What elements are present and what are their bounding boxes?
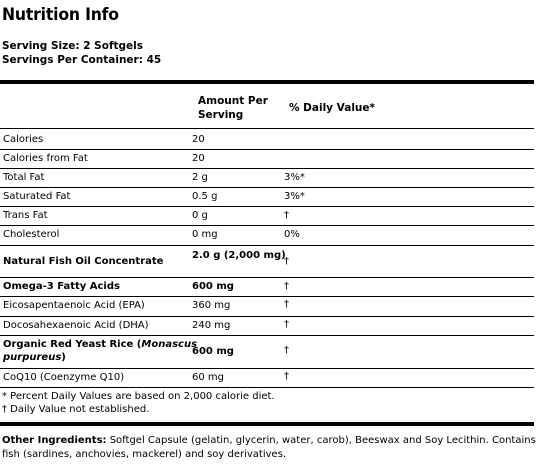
row-name: Trans Fat: [3, 210, 48, 221]
row-amount: 600 mg: [192, 281, 234, 292]
row-dv: †: [284, 319, 289, 330]
row-amount: 20: [192, 134, 205, 145]
bottom-thick-rule: [0, 422, 534, 426]
table-row: [0, 369, 534, 388]
row-dv: †: [284, 210, 289, 221]
table-row: [0, 226, 534, 246]
table-row: [0, 207, 534, 226]
row-name: Saturated Fat: [3, 191, 71, 202]
row-amount: 20: [192, 153, 205, 164]
table-row: [0, 278, 534, 297]
other-ingredients: [2, 434, 547, 462]
row-name-part2: ): [61, 352, 66, 363]
table-row: [0, 129, 534, 150]
table-row: [0, 336, 534, 369]
other-ingredients-label: Other Ingredients:: [2, 435, 107, 446]
row-amount: 360 mg: [192, 300, 231, 311]
footnote-daily-values: * Percent Daily Values are based on 2,000 calorie diet.: [2, 391, 275, 402]
row-name-part1: Organic Red Yeast Rice (: [3, 339, 142, 350]
row-name: Natural Fish Oil Concentrate: [3, 256, 164, 267]
row-name-italic2: purpureus: [3, 352, 62, 363]
row-dv: †: [284, 299, 289, 310]
row-name: Calories: [3, 134, 44, 145]
table-row: [0, 169, 534, 188]
row-dv: 3%*: [284, 172, 305, 183]
table-row: [0, 246, 534, 278]
footnote-not-established: † Daily Value not established.: [2, 404, 150, 415]
table-row: [0, 297, 534, 317]
row-dv: 0%: [284, 229, 300, 240]
row-name: [3, 338, 197, 364]
other-ingredients-text: Softgel Capsule (gelatin, glycerin, water, carob), Beeswax and Soy Lecithin. Contains fish (sardines, anchovies, mackerel) and soy derivatives.: [2, 435, 536, 460]
row-amount: 240 mg: [192, 320, 231, 331]
row-name: CoQ10 (Coenzyme Q10): [3, 372, 125, 383]
table-row: [0, 317, 534, 336]
row-dv: 3%*: [284, 191, 305, 202]
row-name: Omega-3 Fatty Acids: [3, 281, 120, 292]
row-amount: 600 mg: [192, 346, 234, 357]
daily-value-header: % Daily Value*: [289, 102, 375, 114]
serving-size: Serving Size: 2 Softgels: [2, 40, 144, 52]
row-amount: 2.0 g (2,000 mg): [192, 250, 286, 261]
row-name: Total Fat: [3, 172, 45, 183]
row-dv: †: [284, 345, 289, 356]
table-row: [0, 188, 534, 207]
top-thick-rule: [0, 80, 534, 84]
row-amount: 2 g: [192, 172, 208, 183]
row-dv: †: [284, 371, 289, 382]
row-amount: 0 mg: [192, 229, 218, 240]
row-amount: 0.5 g: [192, 191, 218, 202]
row-dv: †: [284, 256, 289, 267]
amount-header-line2: Serving: [198, 109, 244, 121]
row-amount: 0 g: [192, 210, 208, 221]
amount-header-line1: Amount Per: [198, 95, 268, 107]
page-title: Nutrition Info: [2, 5, 119, 25]
amount-per-serving-header: [198, 94, 268, 122]
row-name: Eicosapentaenoic Acid (EPA): [3, 300, 145, 311]
table-row: [0, 150, 534, 169]
servings-per-container: Servings Per Container: 45: [2, 54, 162, 66]
row-name-italic1: Monascus: [141, 339, 198, 350]
row-amount: 60 mg: [192, 372, 224, 383]
row-dv: †: [284, 281, 289, 292]
row-name: Calories from Fat: [3, 153, 88, 164]
row-name: Docosahexaenoic Acid (DHA): [3, 320, 149, 331]
row-name: Cholesterol: [3, 229, 60, 240]
